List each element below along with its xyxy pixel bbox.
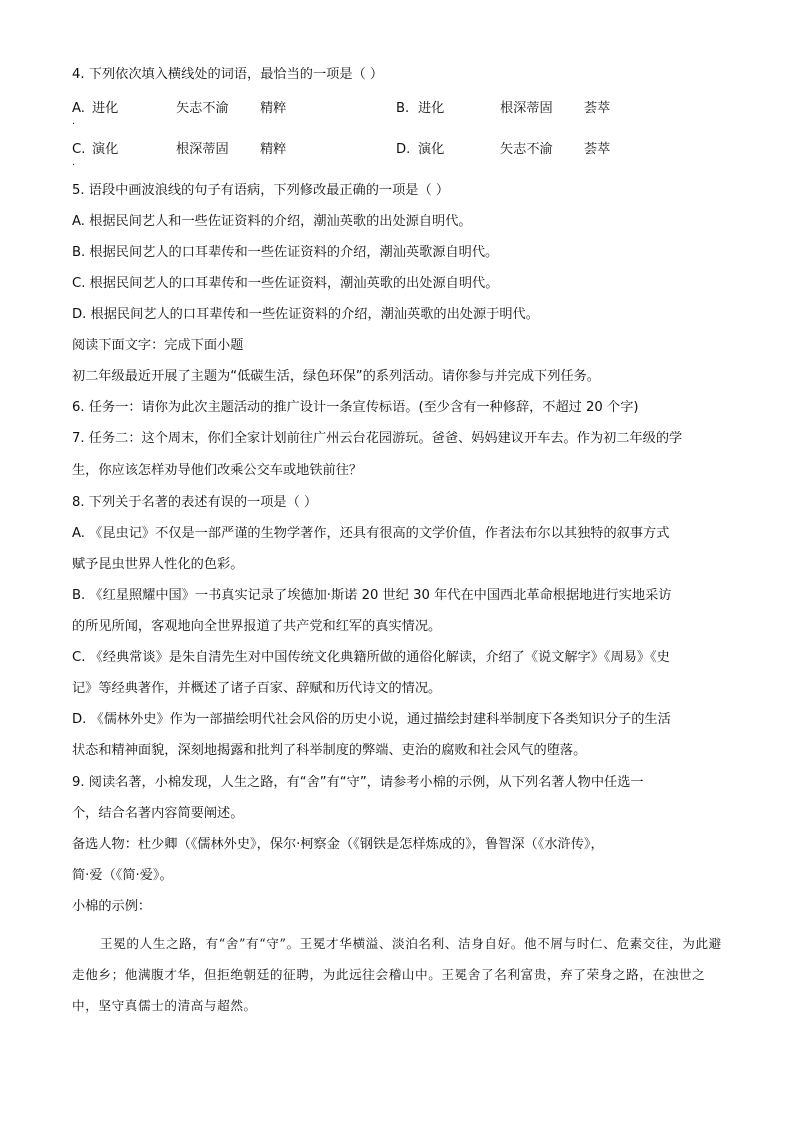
q4-option-d-label: D. [396,142,411,157]
q4-stem: 4. 下列依次填入横线处的词语，最恰当的一项是（ ） [72,67,384,82]
q9-line1: 9. 阅读名著，小棉发现，人生之路，有“舍”有“守”，请参考小棉的示例，从下列名著人物中任选一 [72,775,644,790]
q9-example-text: 王冕的人生之路，有“舍”有“守”。王冕才华横溢、淡泊名利、洁身自好。他不屑与时仁、危素交往，为此避走他乡；他满腹才华，但拒绝朝廷的征聘，为此远往会稽山中。王冕舍了名利富贵，弃了荣身之路，在浊世之中，坚守真儒士的清高与超然。 [72,936,722,1013]
q4-option-c-word3: 精粹 [260,142,287,157]
q4-option-c-word1: 演化 [92,142,119,157]
q4-option-a-label: A. [72,101,85,116]
q8-stem: 8. 下列关于名著的表述有误的一项是（ ） [72,495,318,510]
q9-line2: 个，结合名著内容简要阐述。 [72,806,244,821]
q5-option-d: D. 根据民间艺人的口耳辈传和一些佐证资料的介绍，潮汕英歌的出处源于明代。 [72,307,539,322]
q9-candidates-line1: 备选人物：杜少卿（《儒林外史》，保尔·柯察金（《钢铁是怎样炼成的》，鲁智深（《水浒传》， [72,837,604,852]
q4-option-d-word1: 演化 [418,142,445,157]
q4-option-d-word2: 矢志不渝 [500,142,553,157]
q8-option-a-line1: A. 《昆虫记》不仅是一部严谨的生物学著作，还具有很高的文学价值，作者法布尔以其独特的叙事方式 [72,526,670,541]
q8-option-b-line1: B. 《红星照耀中国》一书真实记录了埃德加·斯诺 20 世纪 30 年代在中国西北革命根据地进行实地采访 [72,588,672,603]
q9-example-passage [72,928,722,1021]
q6-task: 6. 任务一：请你为此次主题活动的推广设计一条宣传标语。(至少含有一种修辞，不超过 20 个字) [72,400,639,415]
reading-intro: 阅读下面文字：完成下面小题 [72,338,244,353]
dot-mark: . [72,116,76,127]
q4-option-a-word2: 矢志不渝 [176,101,229,116]
reading-context: 初二年级最近开展了主题为“低碳生活，绿色环保”的系列活动。请你参与并完成下列任务。 [72,369,600,384]
q4-option-b-word1: 进化 [418,101,445,116]
q4-option-b-label: B. [396,101,410,116]
q4-option-b-word2: 根深蒂固 [500,101,553,116]
q4-option-c-word2: 根深蒂固 [176,142,229,157]
q5-stem: 5. 语段中画波浪线的句子有语病，下列修改最正确的一项是（ ） [72,183,450,198]
q9-candidates-line2: 简·爱（《简·爱》。 [72,868,173,883]
q8-option-d-line2: 状态和精神面貌，深刻地揭露和批判了科举制度的弊端、吏治的腐败和社会风气的堕落。 [72,743,587,758]
q4-option-c-label: C. [72,142,86,157]
q8-option-c-line2: 记》等经典著作，并概述了诸子百家、辞赋和历代诗文的情况。 [72,681,442,696]
q5-option-a: A. 根据民间艺人和一些佐证资料的介绍，潮汕英歌的出处源自明代。 [72,214,472,229]
dot-mark: . [72,157,76,168]
q4-option-a-word1: 进化 [92,101,119,116]
q4-option-d-word3: 荟萃 [584,142,611,157]
q4-option-b-word3: 荟萃 [584,101,611,116]
q5-option-b: B. 根据民间艺人的口耳辈传和一些佐证资料的介绍，潮汕英歌源自明代。 [72,245,499,260]
q8-option-c-line1: C. 《经典常谈》是朱自清先生对中国传统文化典籍所做的通俗化解读，介绍了《说文解字》《周易》《史 [72,650,670,665]
q7-line2: 生，你应该怎样劝导他们改乘公交车或地铁前往？ [72,463,363,478]
q8-option-a-line2: 赋予昆虫世界人性化的色彩。 [72,557,244,572]
q8-option-d-line1: D. 《儒林外史》作为一部描绘明代社会风俗的历史小说，通过描绘封建科举制度下各类知识分子的生活 [72,712,671,727]
q5-option-c: C. 根据民间艺人的口耳辈传和一些佐证资料，潮汕英歌的出处源自明代。 [72,276,499,291]
q4-option-a-word3: 精粹 [260,101,287,116]
q9-example-label: 小棉的示例： [72,899,152,914]
q8-option-b-line2: 的所见所闻，客观地向全世界报道了共产党和红军的真实情况。 [72,619,442,634]
q7-line1: 7. 任务二：这个周末，你们全家计划前往广州云台花园游玩。爸爸、妈妈建议开车去。作为初二年级的学 [72,431,683,446]
